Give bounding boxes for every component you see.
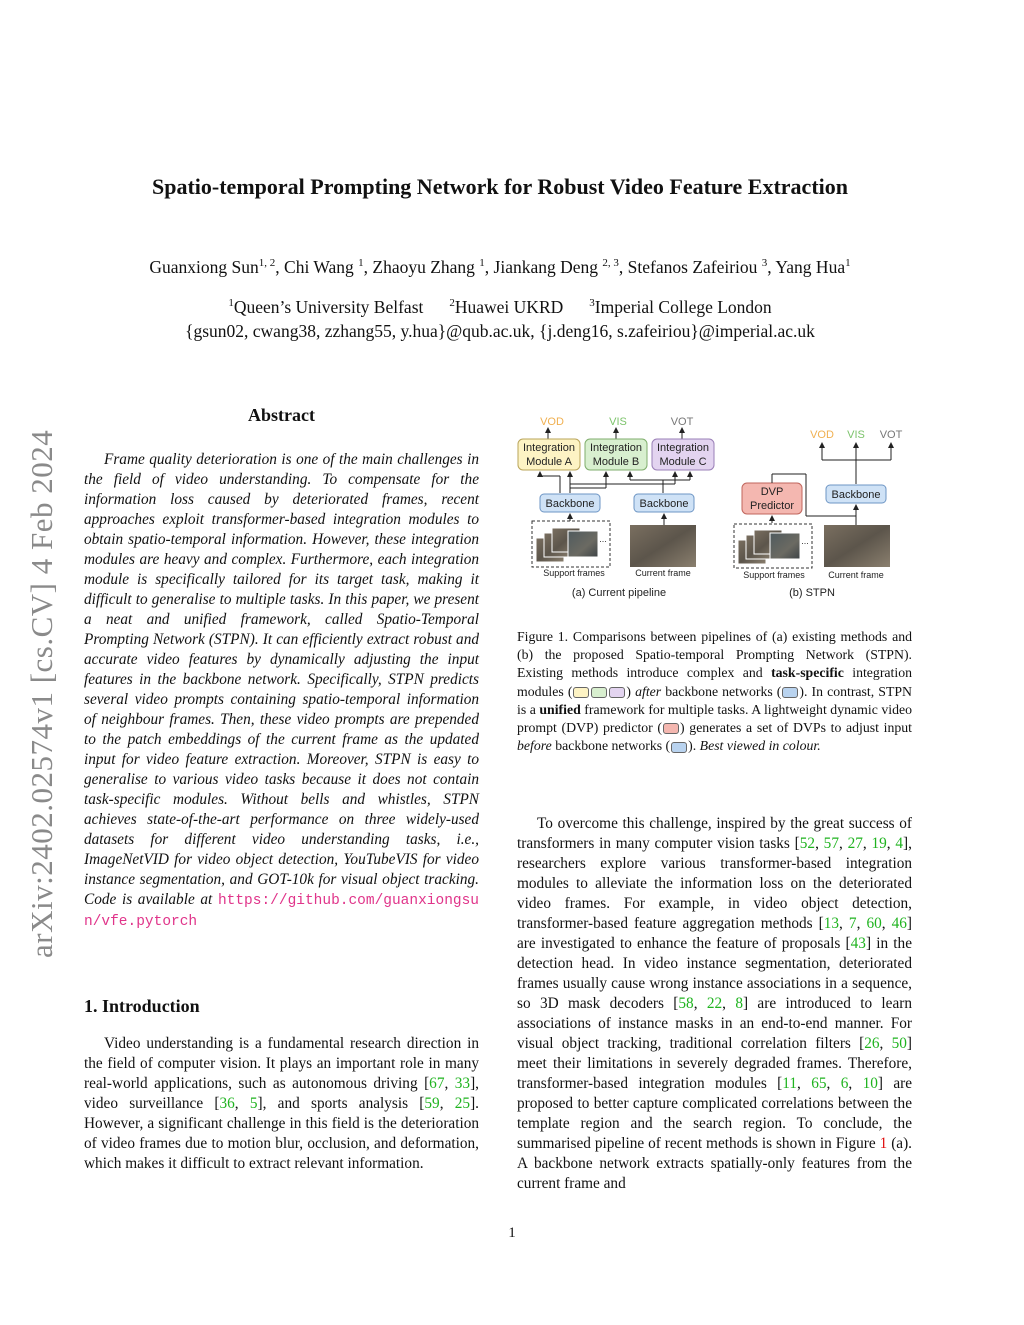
caption-text: backbone networks ( [551, 738, 671, 754]
abstract-heading: Abstract [248, 405, 315, 425]
support-ellipsis: ... [599, 534, 607, 544]
output-label-vis: VIS [609, 416, 627, 428]
caption-italic: before [517, 738, 552, 754]
caption-text: Figure 1. Comparisons between pipelines of (a) existing methods and (b) the proposed Spatio-temporal Prompting Network (STPN). Existing methods introduce complex and [517, 629, 912, 681]
author-affil: 1 [358, 257, 364, 270]
figure-1-caption [517, 628, 912, 755]
author-name: Yang Hua [775, 257, 846, 277]
citation-link[interactable]: 19 [871, 835, 887, 852]
citation-link[interactable]: 50 [891, 1035, 907, 1052]
author-name: Jiankang Deng [493, 257, 603, 277]
dvp-line2: Predictor [749, 500, 795, 512]
citation-link[interactable]: 43 [850, 935, 866, 952]
affil-number: 2 [449, 297, 455, 310]
backbone-a-label: Backbone [545, 498, 595, 510]
module-a-line1: Integration [523, 442, 575, 454]
affiliation-list [60, 297, 940, 318]
abstract-text: Frame quality deterioration is one of the main challenges in the field of video understanding. To compensate for the information loss caused by deteriorated frames, recent approaches exploit transformer-based integration modules to obtain spatio-temporal information. However, these integration modules are heavy and complex. Furthermore, each integration module is specifically tailored for its target task, making it difficult to generalise to multiple tasks. In this paper, we present a neat and unified framework, called Spatio-Temporal Prompting Network (STPN). It can efficiently extract robust and accurate video features by dynamically adjusting the input features in the backbone network. Specifically, STPN predicts several video prompts containing spatio-temporal information of neighbour frames. Then, these video prompts are prepended to the patch embeddings of the current frame as the updated input for video feature extraction. Moreover, STPN is easy to generalise to various video tasks because it does not contain task-specific modules. Without bells and whistles, STPN achieves state-of-the-art performance on three widely-used datasets for different video understanding tasks, i.e., ImageNetVID for video object detection, YouTubeVIS for video instance segmentation, and GOT-10k for visual object tracking. Code is available at [84, 451, 479, 908]
citation-link[interactable]: 13 [823, 915, 840, 932]
citation-link[interactable]: 4 [895, 835, 904, 852]
stpn-backbone-label: Backbone [831, 489, 881, 501]
author-affil: 1 [845, 257, 851, 270]
author-affil: 2, 3 [602, 257, 619, 270]
citation-link[interactable]: 25 [454, 1095, 471, 1112]
purple-swatch [609, 687, 625, 698]
abstract-body [84, 450, 479, 932]
section-heading-introduction: 1. Introduction [84, 996, 200, 1016]
author-emails: {gsun02, cwang38, zzhang55, y.hua}@qub.ac.uk, {j.deng16, s.zafeiriou}@imperial.ac.uk [185, 321, 815, 341]
text-run: ]. However, a significant challenge in this field is the deterioration of video frames due to motion blur, occlusion, and deformation, which makes it difficult to extract relevant information. [84, 1095, 479, 1172]
citation-link[interactable]: 11 [782, 1075, 798, 1092]
caption-text: framework for multiple tasks. A lightweight dynamic video prompt (DVP) predictor ( [517, 701, 912, 736]
text-run: (a). A backbone network extracts spatially-only features from the current frame and [517, 1135, 912, 1192]
caption-italic: after [635, 683, 662, 699]
citation-link[interactable]: 26 [864, 1035, 880, 1052]
author-sep: , [618, 257, 628, 277]
citation-link[interactable]: 22 [706, 995, 723, 1012]
code-link[interactable]: https://github.com/guanxiongsun/vfe.pytorch [84, 893, 479, 930]
intro-paragraph: Video understanding is a fundamental research direction in the field of computer vision. It plays an important role in many real-world applications, such as autonomous driving [67, 33], video surveillance [36, 5], and sports analysis [59, 25]. However, a significant challenge in this field is the deterioration of video frames due to motion blur, occlusion, and deformation, which makes it difficult to extract relevant information. [84, 1035, 479, 1172]
right-column-paragraph: To overcome this challenge, inspired by the great success of transformers in many computer vision tasks [52, 57, 27, 19, 4], researchers explore various transformer-based integration modules to alleviate the information loss on the deteriorated video frames. For example, in video object detection, transformer-based feature aggregation methods [13, 7, 60, 46] are investigated to enhance the feature of proposals [43] in the detection head. In video instance segmentation, deteriorated frames usually cause wrong instance associations in a sequence, so 3D mask decoders [58, 22, 8] are introduced to learn associations of instance masks in an end-to-end manner. For visual object tracking, traditional correlation filters [26, 50] meet their limitations in severely degraded frames. Therefore, transformer-based integration modules [11, 65, 6, 10] are proposed to better capture complicated correlations between the template region and the search region. To conclude, the summarised pipeline of recent methods is shown in Figure 1 (a). A backbone network extracts spatially-only features from the current frame and [517, 815, 913, 1192]
citation-link[interactable]: 8 [735, 995, 743, 1012]
citation-link[interactable]: 6 [840, 1075, 849, 1092]
text-run: ], researchers explore various transformer-based integration modules to alleviate the information loss on the deteriorated video frames. For example, in video object detection, transformer-based feature aggregation methods [ [517, 835, 912, 932]
citation-link[interactable]: 46 [891, 915, 907, 932]
citation-link[interactable]: 60 [866, 915, 882, 932]
citation-link[interactable]: 10 [862, 1075, 878, 1092]
backbone-a-current-label: Backbone [639, 498, 689, 510]
figure-ref-link[interactable]: 1 [879, 1135, 888, 1152]
current-frame-label: Current frame [635, 568, 691, 578]
author-sep: , [484, 257, 494, 277]
citation-link[interactable]: 65 [811, 1075, 827, 1092]
caption-text: ) generates a set of DVPs to adjust input [680, 720, 912, 736]
caption-text: ). [688, 738, 700, 754]
citation-link[interactable]: 7 [848, 915, 857, 932]
arxiv-identifier: arXiv:2402.02574v1 [cs.CV] 4 Feb 2024 [24, 429, 59, 958]
module-a-line2: Module A [526, 456, 572, 468]
figure-1 [510, 408, 920, 608]
stpn-output-vot: VOT [879, 429, 903, 441]
affiliation: Queen’s University Belfast [233, 297, 424, 317]
text-run: ] in the detection head. In video instance segmentation, deteriorated frames usually cause wrong instance associations in a sequence, so 3D mask decoders [ [517, 935, 912, 1012]
blue-swatch [671, 742, 687, 753]
red-swatch [663, 723, 679, 734]
text-run: Video understanding is a fundamental research direction in the field of computer vision. It plays an important role in many real-world applications, such as autonomous driving [ [84, 1035, 479, 1092]
output-label-vot: VOT [670, 416, 694, 428]
text-run: ] are investigated to enhance the feature of proposals [ [517, 915, 913, 952]
caption-bold: task-specific [771, 665, 844, 681]
module-c-line1: Integration [657, 442, 709, 454]
text-run: ] are introduced to learn associations of instance masks in an end-to-end manner. For visual object tracking, traditional correlation filters [ [517, 995, 913, 1052]
dvp-line1: DVP [760, 486, 784, 498]
current-frame-image [630, 525, 696, 567]
text-run: ], video surveillance [ [84, 1075, 479, 1112]
author-affil: 3 [761, 257, 768, 270]
page-number: 1 [508, 1225, 516, 1241]
author-name: Stefanos Zafeiriou [627, 257, 762, 277]
affiliation: Imperial College London [594, 297, 772, 317]
author-sep: , [275, 257, 285, 277]
author-affil: 1 [479, 257, 485, 270]
author-list [60, 257, 940, 278]
citation-link[interactable]: 59 [424, 1095, 440, 1112]
caption-text: ). In contrast, STPN is a [517, 683, 913, 717]
author-affil: 1, 2 [258, 257, 276, 270]
caption-bold: unified [539, 701, 581, 717]
stpn-support-frame-4 [770, 533, 800, 559]
caption-text: backbone networks ( [661, 683, 782, 699]
affiliation: Huawei UKRD [454, 297, 564, 317]
author-name: Guanxiong Sun [149, 257, 259, 277]
subfigure-b-label: (b) STPN [789, 587, 835, 599]
caption-italic: Best viewed in colour. [699, 738, 821, 754]
author-name: Chi Wang [284, 257, 359, 277]
citation-link[interactable]: 57 [823, 835, 839, 852]
yellow-swatch [573, 687, 589, 698]
module-c-line2: Module C [659, 456, 707, 468]
text-run: ] are proposed to better capture complicated correlations between the template region and the search region. To conclude, the summarised pipeline of recent methods is shown in Figure [517, 1075, 913, 1152]
text-run: ], and sports analysis [ [257, 1095, 425, 1112]
stpn-output-vod: VOD [810, 429, 834, 441]
subfigure-a-label: (a) Current pipeline [571, 587, 667, 599]
green-swatch [591, 687, 607, 698]
author-sep: , [767, 257, 776, 277]
pipeline-diagram [510, 408, 920, 608]
text-run: ] meet their limitations in severely degraded frames. Therefore, transformer-based integration modules [ [517, 1035, 912, 1092]
stpn-output-vis: VIS [847, 429, 865, 441]
paper-title: Spatio-temporal Prompting Network for Robust Video Feature Extraction [152, 174, 848, 199]
caption-text: ) [626, 683, 636, 699]
citation-link[interactable]: 58 [678, 995, 694, 1012]
affil-number: 1 [228, 297, 234, 310]
citation-link[interactable]: 33 [454, 1075, 471, 1092]
author-sep: , [363, 257, 373, 277]
citation-link[interactable]: 36 [219, 1095, 235, 1112]
stpn-current-frame [824, 525, 890, 567]
affil-number: 3 [589, 297, 595, 310]
citation-link[interactable]: 67 [429, 1075, 445, 1092]
caption-text: integration modules ( [517, 665, 912, 699]
stpn-support-ellipsis: ... [801, 536, 809, 546]
text-run: To overcome this challenge, inspired by the great success of transformers in many computer vision tasks [ [517, 815, 912, 852]
author-name: Zhaoyu Zhang [372, 257, 480, 277]
citation-link[interactable]: 52 [799, 835, 816, 852]
output-label-vod: VOD [540, 416, 564, 428]
support-frame-4 [568, 531, 598, 557]
module-b-line2: Module B [592, 456, 640, 468]
stpn-support-label: Support frames [743, 570, 805, 580]
module-b-line1: Integration [590, 442, 642, 454]
support-frames-label: Support frames [543, 568, 605, 578]
stpn-current-label: Current frame [828, 570, 884, 580]
blue-swatch [782, 687, 798, 698]
citation-link[interactable]: 27 [847, 835, 863, 852]
citation-link[interactable]: 5 [249, 1095, 258, 1112]
